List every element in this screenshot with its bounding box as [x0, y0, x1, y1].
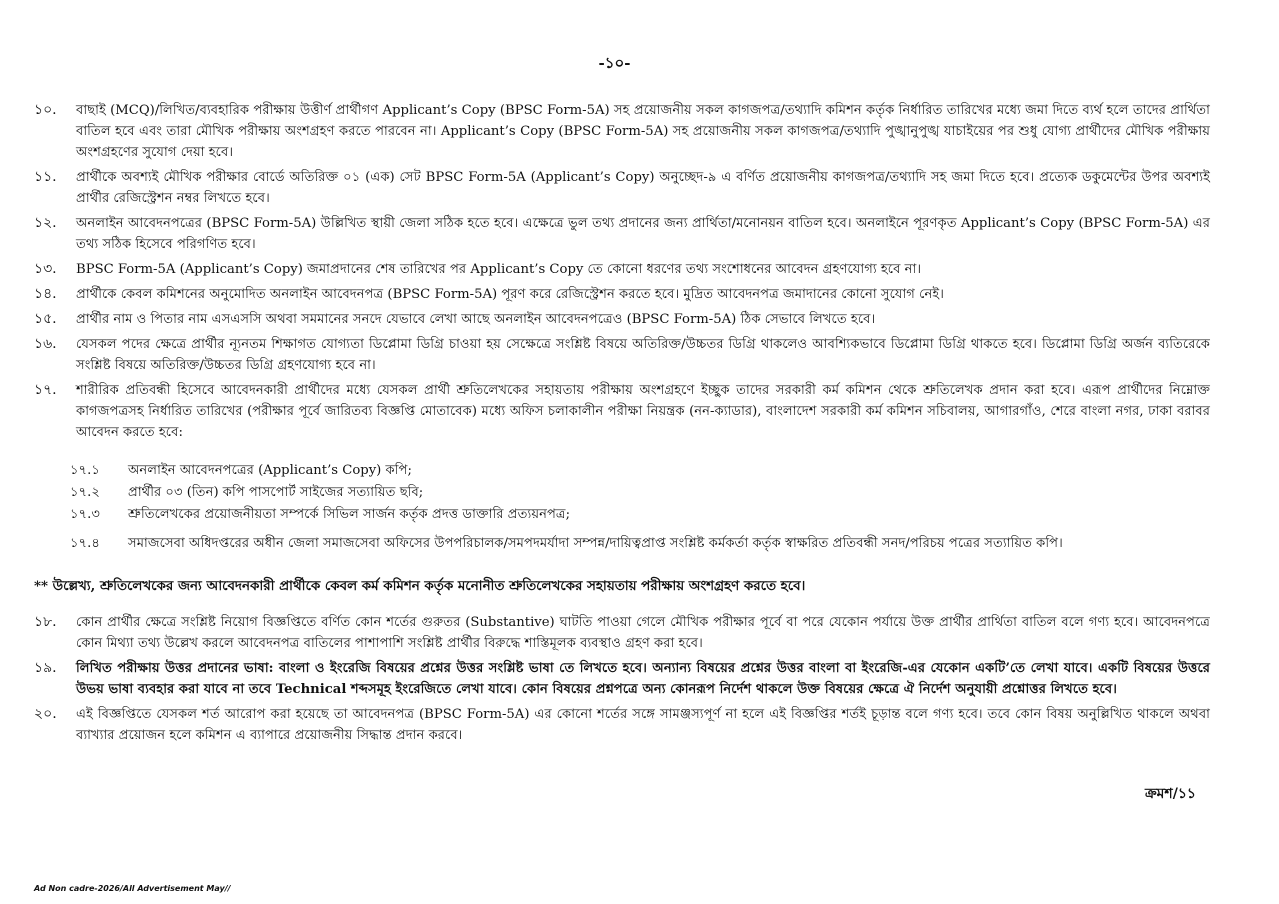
list-item: [34, 167, 1210, 209]
sub-list-item: [70, 482, 1210, 503]
item-number: ১০.: [34, 102, 57, 118]
subitem-text: অনলাইন আবেদনপত্রের (Applicant’s Copy) কপি;: [128, 463, 412, 478]
item-number: ১৬.: [34, 336, 57, 352]
item-text: BPSC Form-5A (Applicant’s Copy) জমাপ্রদানের শেষ তারিখের পর Applicant’s Copy তে কোনো ধরণের তথ্য সংশোধনের আবেদন গ্রহণযোগ্য হবে না।: [76, 262, 922, 277]
list-item: [34, 284, 1210, 305]
list-item: [34, 309, 1210, 330]
item-text: শারীরিক প্রতিবন্ধী হিসেবে আবেদনকারী প্রার্থীদের মধ্যে যেসকল প্রার্থী শ্রুতিলেখকের সহায়তায় পরীক্ষায় অংশগ্রহণে ইচ্ছুক তাদের সরকারী কর্ম কমিশন থেকে শ্রুতিলেখক প্রদান করা হবে। এরূপ প্রার্থীদের নিম্নোক্ত কাগজপত্রসহ নির্ধারিত তারিখের (পরীক্ষার পূর্বে জারিতব্য বিজ্ঞপ্তি মোতাবেক) মধ্যে অফিস চলাকালীন পরীক্ষা নিয়ন্ত্রক (নন-ক্যাডার), বাংলাদেশ সরকারী কর্ম কমিশন সচিবালয়, আগারগাঁও, শেরে বাংলা নগর, ঢাকা বরাবর আবেদন করতে হবে:: [76, 383, 1210, 440]
subitem-text: প্রার্থীর ০৩ (তিন) কপি পাসপোর্ট সাইজের সত্যায়িত ছবি;: [128, 485, 424, 500]
conditions-list-top: [34, 100, 1210, 447]
subitem-number: ১৭.১: [70, 463, 100, 478]
sub-list-item: [70, 504, 1210, 525]
subitems-list: [34, 460, 1210, 555]
scribe-note: [34, 576, 1210, 597]
item-number: ১৭.: [34, 382, 57, 398]
item-number: ১৮.: [34, 614, 57, 630]
footer-reference: Ad Non cadre-2026/All Advertisement May//: [34, 884, 231, 893]
list-item: [34, 612, 1210, 654]
subitem-text: সমাজসেবা অধিদপ্তরের অধীন জেলা সমাজসেবা অফিসের উপপরিচালক/সমপদমর্যাদা সম্পন্ন/দায়িত্বপ্রাপ্ত সংশ্লিষ্ট কর্মকর্তা কর্তৃক স্বাক্ষরিত প্রতিবন্ধী সনদ/পরিচয় পত্রের সত্যায়িত কপি।: [128, 536, 1063, 551]
item-text: এই বিজ্ঞপ্তিতে যেসকল শর্ত আরোপ করা হয়েছে তা আবেদনপত্র (BPSC Form-5A) এর কোনো শর্তের সঙ্গে সামঞ্জস্যপূর্ণ না হলে এই বিজ্ঞপ্তির শর্তই চূড়ান্ত বলে গণ্য হবে। তবে কোন বিষয় অনুল্লিখিত থাকলে অথবা ব্যাখ্যার প্রয়োজন হলে কমিশন এ ব্যাপারে প্রয়োজনীয় সিদ্ধান্ত প্রদান করবে।: [76, 707, 1210, 743]
conditions-list-bottom: [34, 612, 1210, 750]
item-text: যেসকল পদের ক্ষেত্রে প্রার্থীর ন্যূনতম শিক্ষাগত যোগ্যতা ডিপ্লোমা ডিগ্রি চাওয়া হয় সেক্ষেত্রে সংশ্লিষ্ট বিষয়ে অতিরিক্ত/উচ্চতর ডিগ্রি থাকলেও আবশ্যিকভাবে ডিপ্লোমা ডিগ্রি থাকতে হবে। ডিপ্লোমা ডিগ্রি অর্জন ব্যতিরেকে সংশ্লিষ্ট বিষয়ে অতিরিক্ত/উচ্চতর ডিগ্রি গ্রহণযোগ্য হবে না।: [76, 337, 1210, 373]
item-number: ১৫.: [34, 311, 57, 327]
item-number: ১৩.: [34, 261, 57, 277]
item-text: প্রার্থীর নাম ও পিতার নাম এসএসসি অথবা সমমানের সনদে যেভাবে লেখা আছে অনলাইন আবেদনপত্রেও (BPSC Form-5A) ঠিক সেভাবে লিখতে হবে।: [76, 312, 876, 327]
note-text: ** উল্লেখ্য, শ্রুতিলেখকের জন্য আবেদনকারী প্রার্থীকে কেবল কর্ম কমিশন কর্তৃক মনোনীত শ্রুতিলেখকের সহায়তায় পরীক্ষায় অংশগ্রহণ করতে হবে।: [34, 578, 806, 594]
sub-list-item: [70, 460, 1210, 481]
item-text: কোন প্রার্থীর ক্ষেত্রে সংশ্লিষ্ট নিয়োগ বিজ্ঞপ্তিতে বর্ণিত কোন শর্তের গুরুতর (Substantive) ঘাটতি পাওয়া গেলে মৌখিক পরীক্ষার পূর্বে বা পরে যেকোন পর্যায়ে উক্ত প্রার্থীর প্রার্থিতা বাতিল বলে গণ্য হবে। আবেদনপত্রে কোন মিথ্যা তথ্য উল্লেখ করলে আবেদনপত্র বাতিলের পাশাপাশি সংশ্লিষ্ট প্রার্থীর বিরুদ্ধে শাস্তিমূলক ব্যবস্থাও গ্রহণ করা হবে।: [76, 615, 1210, 651]
list-item: [34, 658, 1210, 700]
item-text: লিখিত পরীক্ষায় উত্তর প্রদানের ভাষা: বাংলা ও ইংরেজি বিষয়ের প্রশ্নের উত্তর সংশ্লিষ্ট ভাষা তে লিখতে হবে। অন্যান্য বিষয়ের প্রশ্নের উত্তর বাংলা বা ইংরেজি-এর যেকোন একটি’তে লেখা যাবে। একটি বিষয়ের উত্তরে উভয় ভাষা ব্যবহার করা যাবে না তবে Technical শব্দসমূহ ইংরেজিতে লেখা যাবে। কোন বিষয়ের প্রশ্নপত্রে অন্য কোনরূপ নির্দেশ থাকলে উক্ত বিষয়ের ক্ষেত্রে ঐ নির্দেশ অনুযায়ী প্রশ্নোত্তর লিখতে হবে।: [76, 661, 1210, 697]
list-item: [34, 380, 1210, 443]
subitem-text: শ্রুতিলেখকের প্রয়োজনীয়তা সম্পর্কে সিভিল সার্জন কর্তৃক প্রদত্ত ডাক্তারি প্রত্যয়নপত্র;: [128, 507, 571, 522]
subitem-number: ১৭.২: [70, 485, 100, 500]
list-item: [34, 213, 1210, 255]
item-number: ১১.: [34, 169, 57, 185]
subitem-number: ১৭.৩: [70, 507, 100, 522]
item-text: প্রার্থীকে কেবল কমিশনের অনুমোদিত অনলাইন আবেদনপত্র (BPSC Form-5A) পূরণ করে রেজিস্ট্রেশন করতে হবে। মুদ্রিত আবেদনপত্র জমাদানের কোনো সুযোগ নেই।: [76, 287, 944, 302]
item-number: ১৯.: [34, 660, 57, 676]
page-number: -১০-: [598, 54, 631, 72]
list-item: [34, 100, 1210, 163]
item-number: ১৪.: [34, 286, 57, 302]
list-item: [34, 704, 1210, 746]
subitem-number: ১৭.৪: [70, 536, 100, 551]
continued-label: ক্রমশ/১১: [1144, 786, 1196, 802]
item-number: ১২.: [34, 215, 57, 231]
sub-list-item: [70, 533, 1210, 554]
item-number: ২০.: [34, 706, 57, 722]
list-item: [34, 259, 1210, 280]
list-item: [34, 334, 1210, 376]
item-text: বাছাই (MCQ)/লিখিত/ব্যবহারিক পরীক্ষায় উত্তীর্ণ প্রার্থীগণ Applicant’s Copy (BPSC Form-5A) সহ প্রয়োজনীয় সকল কাগজপত্র/তথ্যাদি কমিশন কর্তৃক নির্ধারিত তারিখের মধ্যে জমা দিতে ব্যর্থ হলে তাদের প্রার্থিতা বাতিল হবে এবং তারা মৌখিক পরীক্ষায় অংশগ্রহণ করতে পারবেন না। Applicant’s Copy (BPSC Form-5A) সহ প্রয়োজনীয় সকল কাগজপত্র/তথ্যাদি পুঙ্খানুপুঙ্খ যাচাইয়ের পর শুধু যোগ্য প্রার্থীদের মৌখিক পরীক্ষায় অংশগ্রহণের সুযোগ দেয়া হবে।: [76, 103, 1210, 160]
item-text: প্রার্থীকে অবশ্যই মৌখিক পরীক্ষার বোর্ডে অতিরিক্ত ০১ (এক) সেট BPSC Form-5A (Applicant’s Copy) অনুচ্ছেদ-৯ এ বর্ণিত প্রয়োজনীয় কাগজপত্র/তথ্যাদি সহ জমা দিতে হবে। প্রত্যেক ডকুমেন্টের উপর অবশ্যই প্রার্থীর রেজিস্ট্রেশন নম্বর লিখতে হবে।: [76, 170, 1210, 206]
item-text: অনলাইন আবেদনপত্রের (BPSC Form-5A) উল্লিখিত স্থায়ী জেলা সঠিক হতে হবে। এক্ষেত্রে ভুল তথ্য প্রদানের জন্য প্রার্থিতা/মনোনয়ন বাতিল হবে। অনলাইনে পূরণকৃত Applicant’s Copy (BPSC Form-5A) এর তথ্য সঠিক হিসেবে পরিগণিত হবে।: [76, 216, 1210, 252]
